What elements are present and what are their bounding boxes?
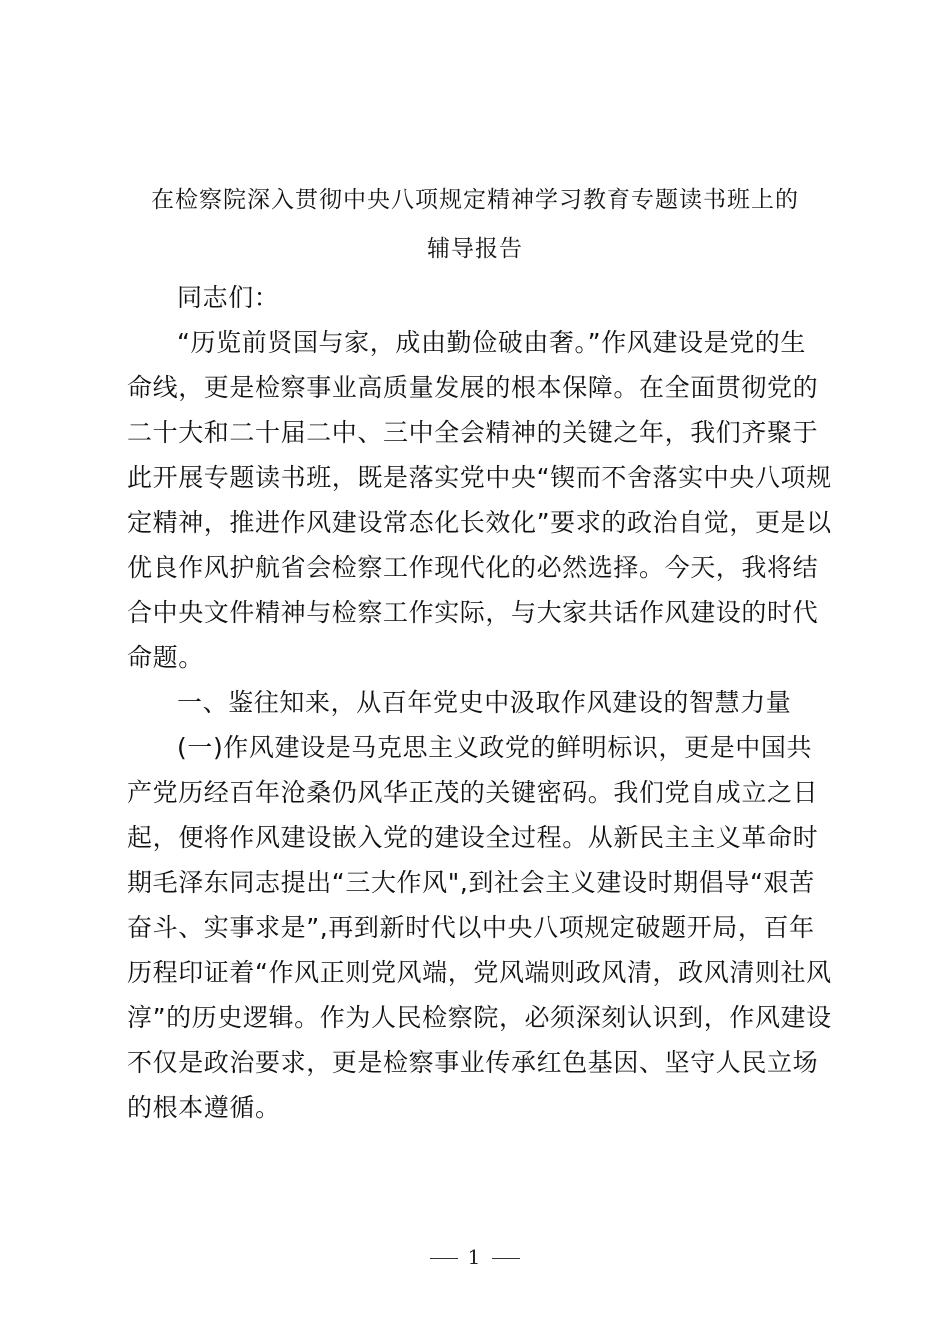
paragraph-line: 合中央文件精神与检察工作实际，与大家共话作风建设的时代 (127, 598, 819, 627)
paragraph-line: 历程印证着“作风正则党风端，党风端则政风清，政风清则社风 (127, 958, 832, 987)
paragraph-line: (一)作风建设是马克思主义政党的鲜明标识，更是中国共 (177, 733, 813, 762)
paragraph-line: 不仅是政治要求，更是检察事业传承红色基因、坚守人民立场 (127, 1048, 819, 1077)
paragraph-line: 的根本遵循。 (127, 1093, 281, 1122)
paragraph-line: 起，便将作风建设嵌入党的建设全过程。从新民主主义革命时 (127, 823, 819, 852)
document-title-line-1: 在检察院深入贯彻中央八项规定精神学习教育专题读书班上的 (151, 187, 799, 213)
paragraph-line: 期毛泽东同志提出“三大作风",到社会主义建设时期倡导“艰苦 (127, 868, 815, 897)
paragraph-line: 优良作风护航省会检察工作现代化的必然选择。今天，我将结 (127, 553, 819, 582)
salutation: 同志们： (177, 283, 280, 312)
paragraph-line: 二十大和二十届二中、三中全会精神的关键之年，我们齐聚于 (127, 418, 819, 447)
paragraph-line: 命线，更是检察事业高质量发展的根本保障。在全面贯彻党的 (127, 373, 819, 402)
paragraph-line: 定精神，推进作风建设常态化长效化”要求的政治自觉，更是以 (127, 508, 832, 537)
paragraph-line: 淳”的历史逻辑。作为人民检察院，必须深刻认识到，作风建设 (127, 1003, 832, 1032)
page-footer (0, 1245, 950, 1269)
paragraph-line: 产党历经百年沧桑仍风华正茂的关键密码。我们党自成立之日 (127, 778, 819, 807)
footer-dash-right (492, 1258, 520, 1259)
paragraph-line: 命题。 (127, 643, 204, 672)
footer-dash-left (430, 1258, 458, 1259)
page-number: 1 (467, 1245, 483, 1269)
section-heading: 一、鉴往知来，从百年党史中汲取作风建设的智慧力量 (177, 688, 792, 717)
paragraph-line: 此开展专题读书班，既是落实党中央“锲而不舍落实中央八项规 (127, 463, 832, 492)
paragraph-line: 奋斗、实事求是”,再到新时代以中央八项规定破题开局，百年 (127, 913, 815, 942)
document-title-line-2: 辅导报告 (427, 236, 523, 262)
paragraph-line: “历览前贤国与家，成由勤俭破由奢。”作风建设是党的生 (177, 328, 807, 357)
